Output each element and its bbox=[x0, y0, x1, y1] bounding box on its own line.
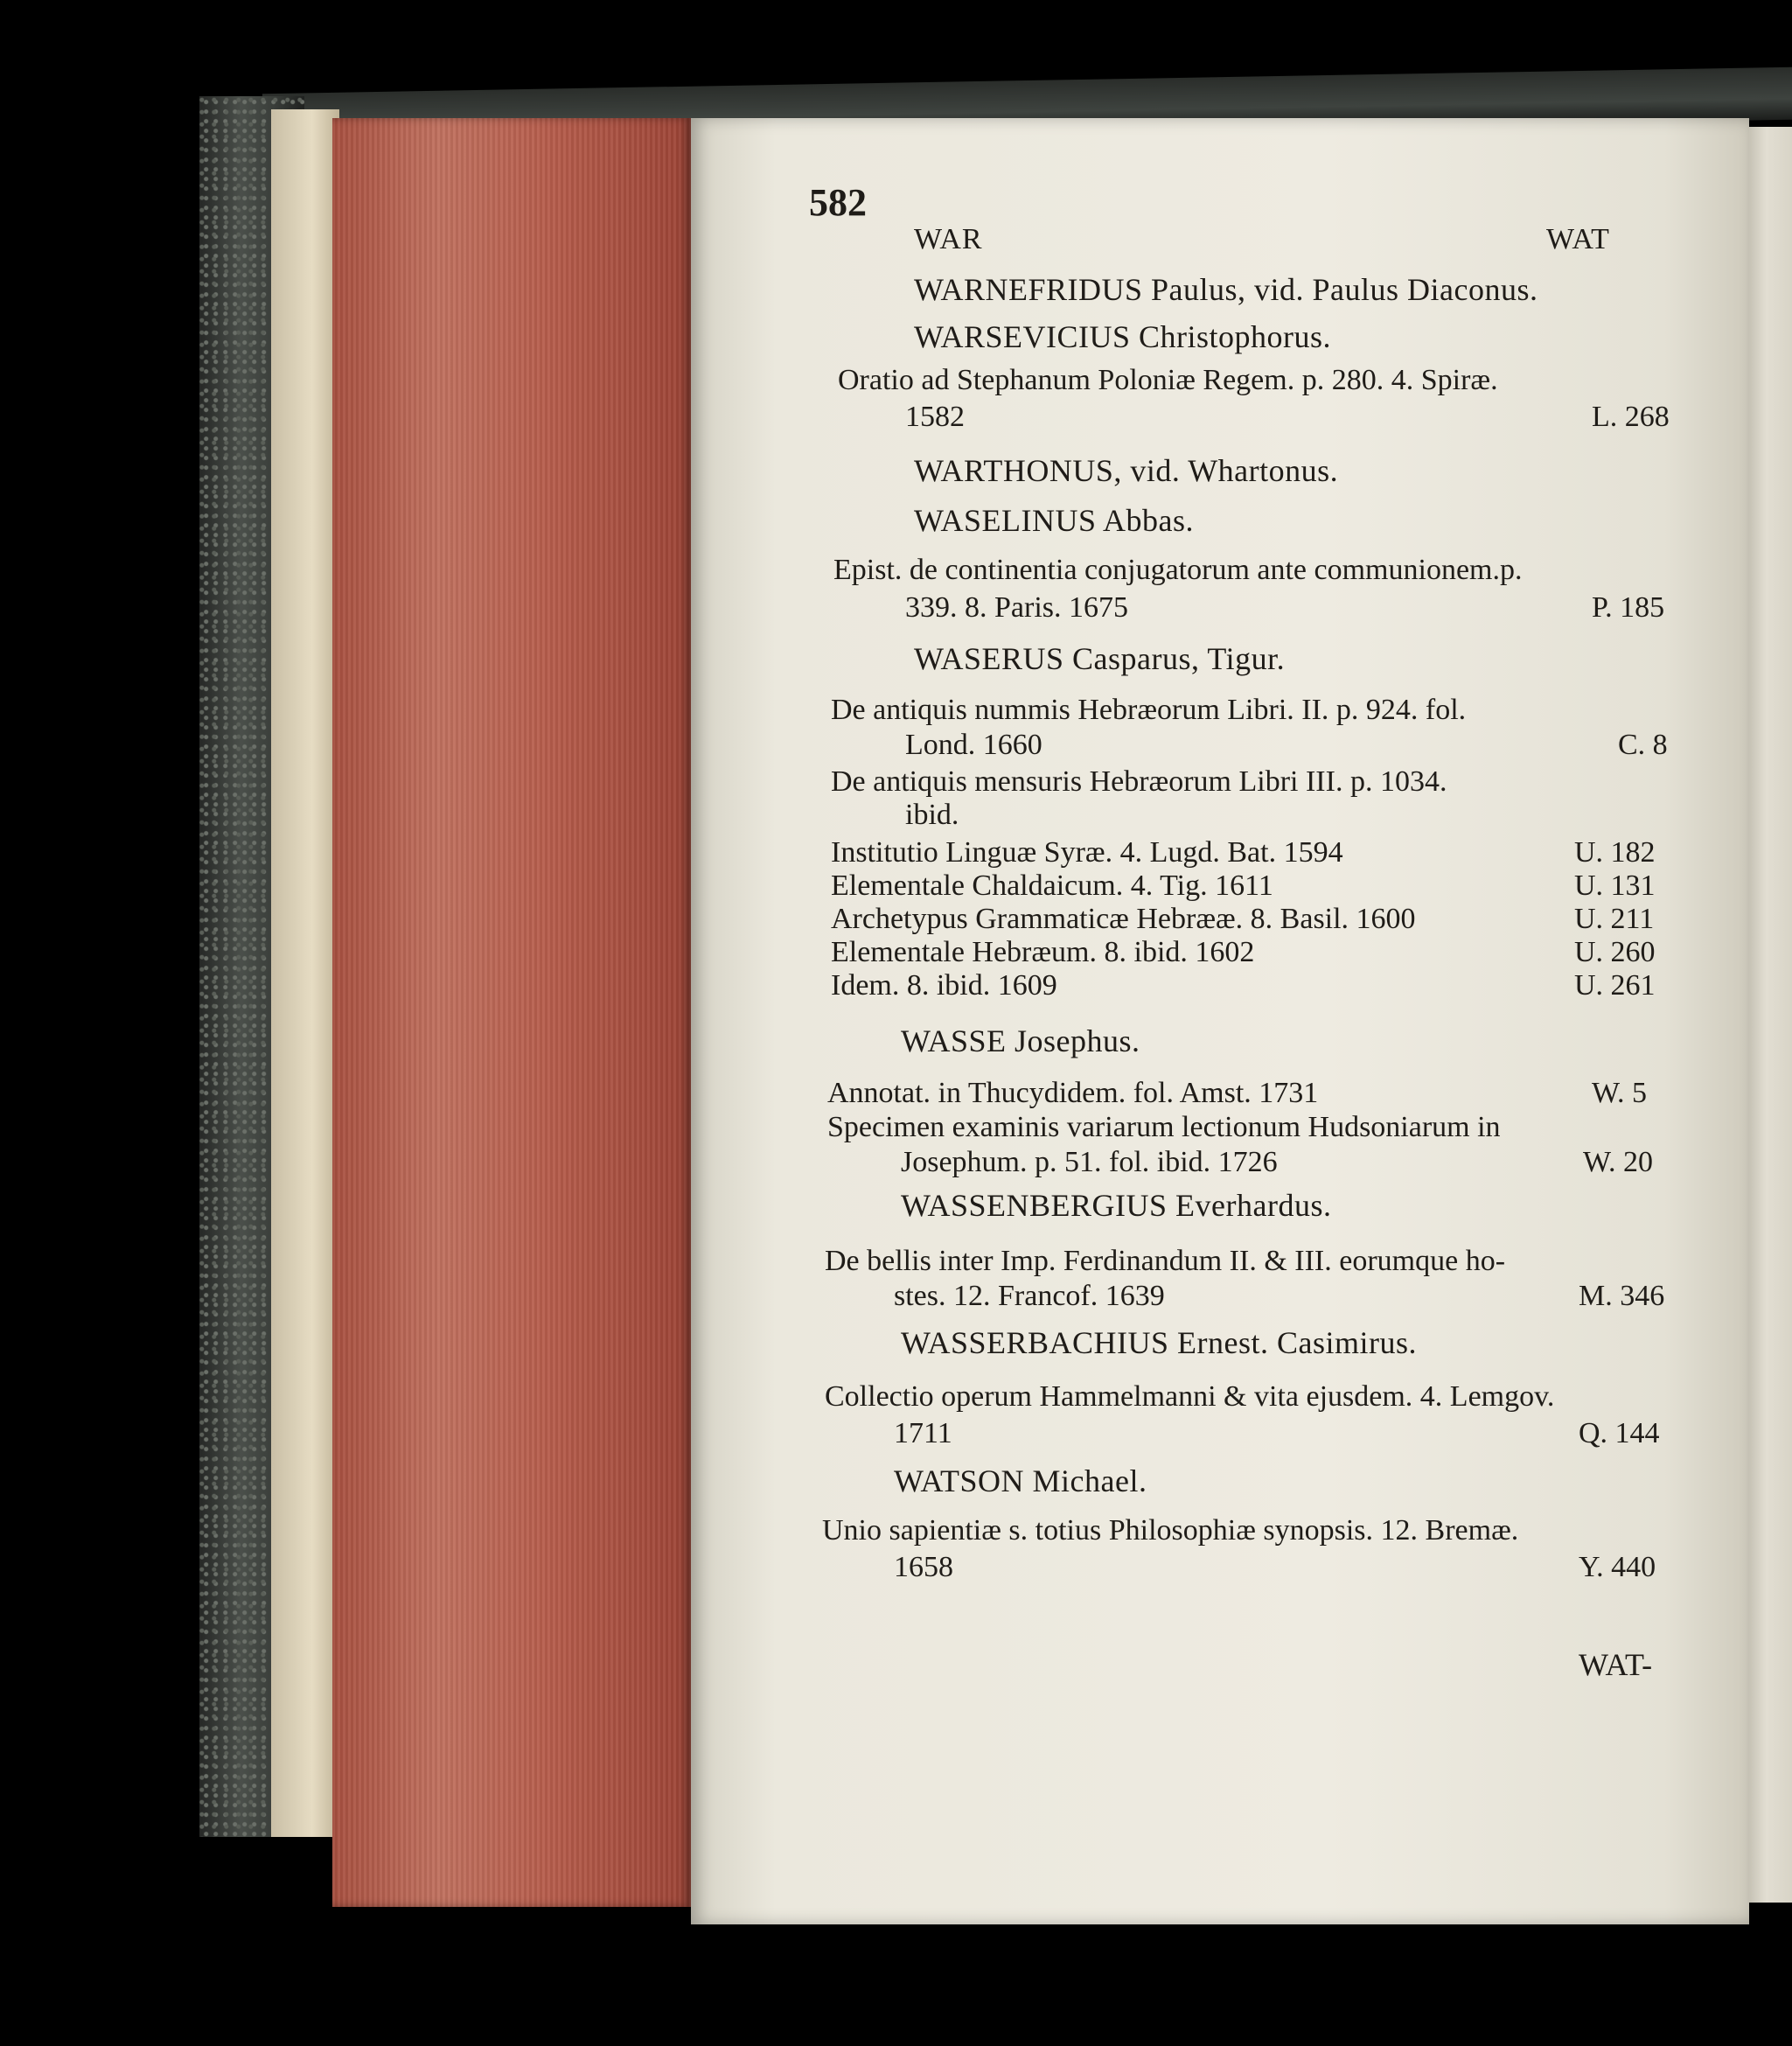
entry-line: De bellis inter Imp. Ferdinandum II. & III. eorumque ho- bbox=[825, 1245, 1506, 1277]
shelf-mark: U. 182 bbox=[1574, 836, 1656, 869]
shelf-mark: C. 8 bbox=[1618, 729, 1668, 761]
book-page bbox=[691, 118, 1749, 1924]
entry-line: Specimen examinis variarum lectionum Hudsoniarum in bbox=[827, 1111, 1501, 1143]
page-edge-strip bbox=[271, 109, 339, 1837]
entry-heading: WASSENBERGIUS Everhardus. bbox=[901, 1188, 1332, 1223]
entry-line: Epist. de continentia conjugatorum ante communionem.p. bbox=[833, 554, 1523, 586]
entry-line: 1658 bbox=[894, 1551, 953, 1583]
shelf-mark: M. 346 bbox=[1579, 1280, 1665, 1312]
entry-heading: WARTHONUS, vid. Whartonus. bbox=[914, 453, 1339, 488]
shelf-mark: L. 268 bbox=[1592, 401, 1670, 433]
entry-line: Elementale Hebræum. 8. ibid. 1602 bbox=[831, 936, 1255, 968]
entry-line: 1582 bbox=[905, 401, 965, 433]
header-right: WAT bbox=[1546, 223, 1610, 255]
entry-line: 339. 8. Paris. 1675 bbox=[905, 591, 1128, 624]
entry-line: Oratio ad Stephanum Poloniæ Regem. p. 280. 4. Spiræ. bbox=[838, 364, 1498, 396]
entry-line: Collectio operum Hammelmanni & vita ejusdem. 4. Lemgov. bbox=[825, 1380, 1555, 1413]
catchword: WAT- bbox=[1579, 1647, 1653, 1682]
entry-line: Elementale Chaldaicum. 4. Tig. 1611 bbox=[831, 869, 1273, 902]
red-fore-edge bbox=[332, 118, 691, 1907]
entry-line: Annotat. in Thucydidem. fol. Amst. 1731 bbox=[827, 1077, 1319, 1109]
entry-line: Lond. 1660 bbox=[905, 729, 1042, 761]
shelf-mark: P. 185 bbox=[1592, 591, 1665, 624]
entry-line: ibid. bbox=[905, 799, 959, 831]
entry-heading: WARNEFRIDUS Paulus, vid. Paulus Diaconus. bbox=[914, 272, 1538, 307]
shelf-mark: W. 5 bbox=[1592, 1077, 1647, 1109]
entry-heading: WARSEVICIUS Christophorus. bbox=[914, 319, 1332, 354]
entry-line: Archetypus Grammaticæ Hebrææ. 8. Basil. 1600 bbox=[831, 903, 1416, 935]
entry-heading: WASSE Josephus. bbox=[901, 1023, 1140, 1058]
shelf-mark: U. 211 bbox=[1574, 903, 1655, 935]
entry-line: stes. 12. Francof. 1639 bbox=[894, 1280, 1165, 1312]
shelf-mark: W. 20 bbox=[1583, 1146, 1653, 1178]
shelf-mark: U. 260 bbox=[1574, 936, 1656, 968]
entry-heading: WATSON Michael. bbox=[894, 1463, 1147, 1498]
shelf-mark: Y. 440 bbox=[1579, 1551, 1656, 1583]
entry-heading: WASSERBACHIUS Ernest. Casimirus. bbox=[901, 1325, 1418, 1360]
entry-line: Josephum. p. 51. fol. ibid. 1726 bbox=[901, 1146, 1278, 1178]
entry-line: Unio sapientiæ s. totius Philosophiæ synopsis. 12. Bremæ. bbox=[822, 1514, 1519, 1547]
header-left: WAR bbox=[914, 223, 983, 255]
shelf-mark: U. 261 bbox=[1574, 969, 1656, 1002]
entry-line: 1711 bbox=[894, 1417, 952, 1449]
entry-heading: WASERUS Casparus, Tigur. bbox=[914, 641, 1286, 676]
shelf-mark: U. 131 bbox=[1574, 869, 1656, 902]
shelf-mark: Q. 144 bbox=[1579, 1417, 1660, 1449]
entry-line: De antiquis mensuris Hebræorum Libri III. p. 1034. bbox=[831, 765, 1447, 798]
entry-heading: WASELINUS Abbas. bbox=[914, 503, 1194, 538]
entry-line: Institutio Linguæ Syræ. 4. Lugd. Bat. 1594 bbox=[831, 836, 1343, 869]
entry-line: De antiquis nummis Hebræorum Libri. II. p. 924. fol. bbox=[831, 694, 1467, 726]
entry-line: Idem. 8. ibid. 1609 bbox=[831, 969, 1057, 1002]
page-number: 582 bbox=[809, 181, 867, 224]
